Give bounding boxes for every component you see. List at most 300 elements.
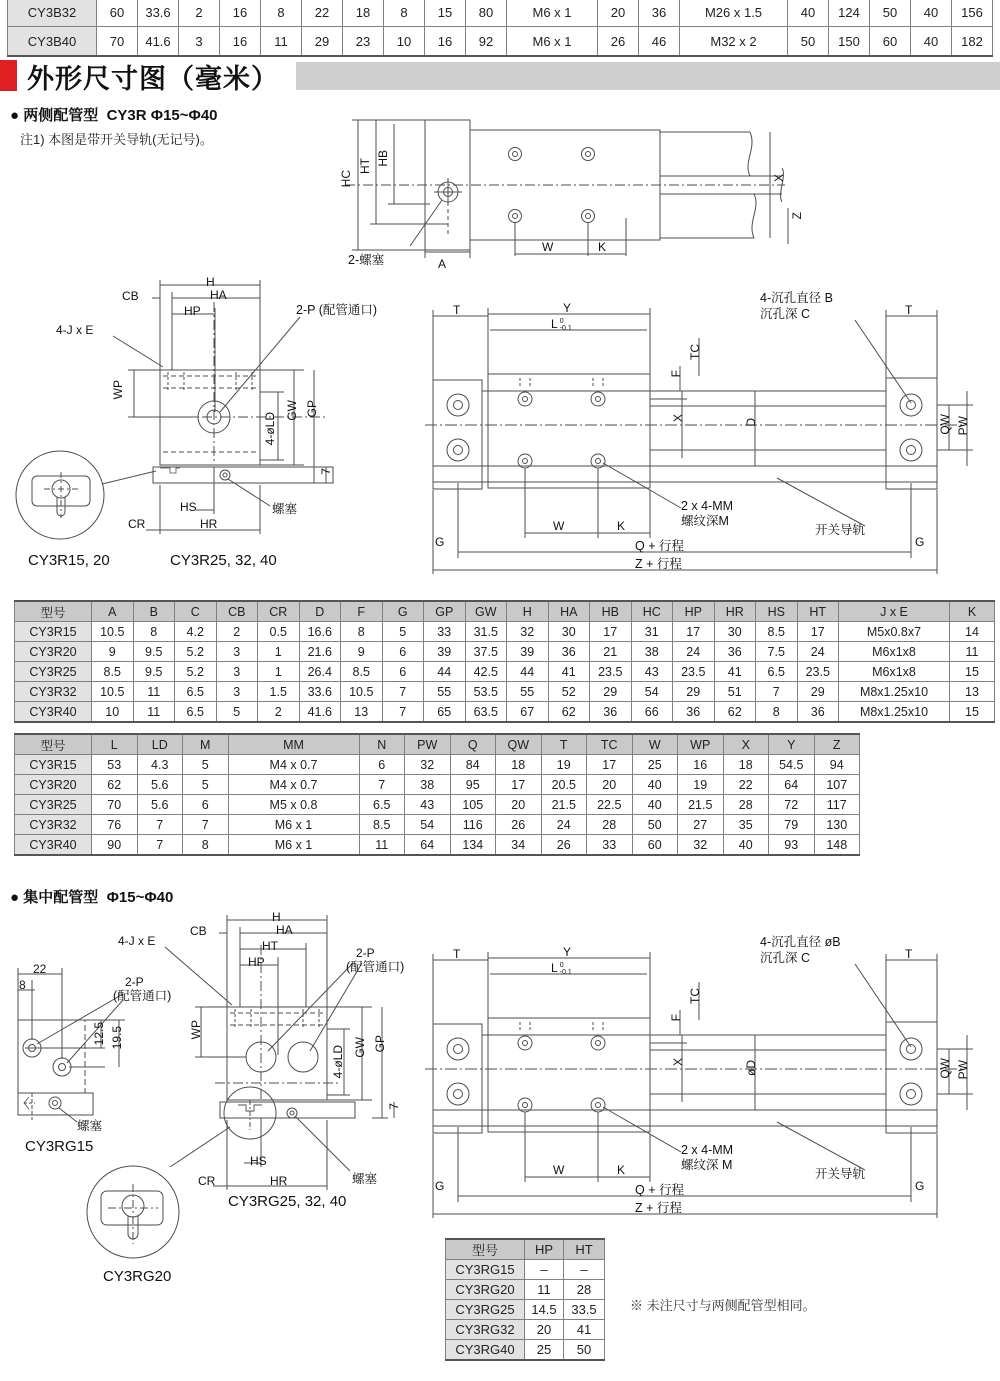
dim-label-z: Z [790, 212, 804, 220]
value-cell: 11 [950, 642, 995, 662]
table-row [446, 1260, 605, 1280]
row-header-cell: CY3R20 [15, 775, 92, 795]
value-cell: 5.2 [175, 662, 217, 682]
value-cell: 134 [450, 835, 496, 856]
value-cell: 42.5 [465, 662, 507, 682]
dim-label-hp: HP [248, 955, 265, 969]
callout-plug-2: 2-螺塞 [348, 253, 385, 267]
value-cell: M6 x 1 [507, 27, 598, 57]
value-cell: 9 [341, 642, 383, 662]
table-row [8, 0, 993, 27]
value-cell: 18 [496, 755, 542, 775]
callout-thread: 2 x 4-MM [681, 499, 734, 513]
dim-label-t-left: T [453, 303, 461, 317]
value-cell: M6x1x8 [839, 642, 950, 662]
dim-label-hs: HS [180, 500, 197, 514]
diagram-side-view [330, 108, 810, 276]
column-header: HC [631, 601, 673, 622]
caption-cy3r15-20: CY3R15, 20 [28, 552, 110, 569]
dim-label-t-left: T [453, 947, 461, 961]
value-cell: 3 [216, 682, 258, 702]
value-cell: 54.5 [769, 755, 815, 775]
value-cell: 5.2 [175, 642, 217, 662]
value-cell: 13 [950, 682, 995, 702]
value-cell: M26 x 1.5 [680, 0, 788, 27]
value-cell: 79 [769, 815, 815, 835]
dim-label-wp: WP [111, 380, 125, 400]
value-cell: 6 [382, 642, 424, 662]
value-cell: 39 [424, 642, 466, 662]
callout-4je: 4-J x E [118, 934, 156, 948]
value-cell: 8 [384, 0, 425, 27]
value-cell: 64 [769, 775, 815, 795]
value-cell: 6 [382, 662, 424, 682]
value-cell: 36 [797, 702, 839, 723]
callout-2p-line2: (配管通口) [113, 989, 172, 1003]
value-cell: 26 [496, 815, 542, 835]
row-header-cell: CY3R15 [15, 755, 92, 775]
cy3r-table-1 [14, 600, 995, 723]
value-cell: 8.5 [341, 662, 383, 682]
table-row [15, 622, 995, 642]
dim-label-hr: HR [200, 517, 218, 531]
value-cell: 6.5 [175, 682, 217, 702]
dim-label-f: F [669, 370, 683, 378]
value-cell: 10.5 [92, 622, 134, 642]
value-cell: 124 [829, 0, 870, 27]
callout-switch-rail: 开关导轨 [815, 1167, 866, 1181]
column-header: M [183, 734, 229, 755]
value-cell: 55 [424, 682, 466, 702]
value-cell: 15 [425, 0, 466, 27]
value-cell: 64 [405, 835, 451, 856]
value-cell: 41 [714, 662, 756, 682]
value-cell: 25 [525, 1340, 564, 1361]
value-cell: 28 [723, 795, 769, 815]
value-cell: 2 [258, 702, 300, 723]
value-cell: 94 [814, 755, 860, 775]
value-cell: 105 [450, 795, 496, 815]
value-cell: 60 [632, 835, 678, 856]
value-cell: 14.5 [525, 1300, 564, 1320]
dim-label-g-right: G [915, 535, 925, 549]
callout-thread-depth: 螺纹深 M [681, 1158, 733, 1172]
row-header-cell: CY3R25 [15, 662, 92, 682]
cy3b-table [7, 0, 993, 57]
value-cell: 8 [756, 702, 798, 723]
section2-model: Φ15~Φ40 [106, 889, 174, 906]
column-header: CR [258, 601, 300, 622]
value-cell: 40 [632, 795, 678, 815]
value-cell: 50 [632, 815, 678, 835]
value-cell: – [564, 1260, 605, 1280]
page-title: 外形尺寸图（毫米） [27, 64, 279, 94]
value-cell: 5 [183, 775, 229, 795]
callout-2p-line2: (配管通口) [346, 960, 405, 974]
table-row [15, 662, 995, 682]
top-view-linework [425, 278, 1000, 578]
value-cell: 40 [911, 0, 952, 27]
value-cell: 16 [220, 0, 261, 27]
dim-label-ha: HA [276, 923, 293, 937]
value-cell: 43 [631, 662, 673, 682]
value-cell: 36 [590, 702, 632, 723]
table-row [15, 835, 860, 856]
diagram-cy3rg20-detail [78, 1160, 188, 1266]
column-header: L [92, 734, 138, 755]
column-header: Y [769, 734, 815, 755]
dim-label-cb: CB [122, 289, 139, 303]
diagram-top-view-cy3rg [425, 922, 1000, 1222]
top-dimension-table [7, 0, 993, 57]
column-header: CB [216, 601, 258, 622]
value-cell: 18 [343, 0, 384, 27]
value-cell: 8 [133, 622, 175, 642]
value-cell: 8 [341, 622, 383, 642]
value-cell: 2 [179, 0, 220, 27]
value-cell: 17 [797, 622, 839, 642]
value-cell: 22.5 [587, 795, 633, 815]
column-header: Z [814, 734, 860, 755]
caption-cy3r25-32-40: CY3R25, 32, 40 [170, 552, 277, 569]
table-row [446, 1300, 605, 1320]
dim-label-k: K [617, 1163, 626, 1177]
dim-label-y: Y [563, 945, 572, 959]
callout-4je: 4-J x E [56, 323, 94, 337]
value-cell: 23 [343, 27, 384, 57]
table-row [8, 27, 993, 57]
value-cell: 54 [405, 815, 451, 835]
value-cell: 55 [507, 682, 549, 702]
row-header-cell: CY3R40 [15, 835, 92, 856]
value-cell: 29 [302, 27, 343, 57]
dim-label-qw: QW [938, 414, 952, 435]
value-cell: 13 [341, 702, 383, 723]
dim-label-x: X [772, 174, 786, 183]
value-cell: 65 [424, 702, 466, 723]
column-header: HP [525, 1239, 564, 1260]
value-cell: 7 [756, 682, 798, 702]
callout-counterbore-dia: 4-沉孔直径 øB [760, 935, 841, 949]
callout-2p: 2-P (配管通口) [296, 303, 378, 317]
caption-cy3rg20: CY3RG20 [103, 1268, 172, 1285]
column-header: HS [756, 601, 798, 622]
column-header: D [299, 601, 341, 622]
dim-label-f: F [669, 1014, 683, 1022]
value-cell: 66 [631, 702, 673, 723]
section1-model: CY3R Φ15~Φ40 [106, 107, 218, 124]
dim-label-k: K [617, 519, 626, 533]
dim-label-4old: 4-øLD [263, 412, 277, 446]
value-cell: 3 [179, 27, 220, 57]
row-header-cell: CY3R15 [15, 622, 92, 642]
column-header: 型号 [446, 1239, 525, 1260]
dim-label-8: 8 [19, 978, 26, 992]
value-cell: 20.5 [541, 775, 587, 795]
table-row [15, 775, 860, 795]
dim-label-7: 7 [387, 1103, 401, 1110]
value-cell: M6 x 1 [228, 835, 359, 856]
value-cell: 24 [673, 642, 715, 662]
value-cell: 62 [714, 702, 756, 723]
column-header: K [950, 601, 995, 622]
dim-label-w: W [553, 1163, 565, 1177]
value-cell: 50 [564, 1340, 605, 1361]
value-cell: 11 [133, 702, 175, 723]
dim-label-gp: GP [373, 1035, 387, 1053]
value-cell: M5 x 0.8 [228, 795, 359, 815]
value-cell: 107 [814, 775, 860, 795]
value-cell: 39 [507, 642, 549, 662]
value-cell: M8x1.25x10 [839, 702, 950, 723]
value-cell: 8.5 [359, 815, 405, 835]
dim-label-h: H [206, 275, 215, 289]
column-header: X [723, 734, 769, 755]
column-header: B [133, 601, 175, 622]
value-cell: 53.5 [465, 682, 507, 702]
value-cell: 6.5 [175, 702, 217, 723]
value-cell: 6.5 [359, 795, 405, 815]
value-cell: 21.5 [541, 795, 587, 815]
value-cell: 41.6 [138, 27, 179, 57]
value-cell: 16 [678, 755, 724, 775]
row-header-cell: CY3RG32 [446, 1320, 525, 1340]
value-cell: 70 [97, 27, 138, 57]
value-cell: 15 [950, 662, 995, 682]
column-header: MM [228, 734, 359, 755]
value-cell: 33.6 [299, 682, 341, 702]
value-cell: 62 [548, 702, 590, 723]
column-header: J x E [839, 601, 950, 622]
column-header: LD [137, 734, 183, 755]
dim-label-g-right: G [915, 1179, 925, 1193]
value-cell: 9.5 [133, 662, 175, 682]
value-cell: 40 [723, 835, 769, 856]
row-header-cell: CY3RG20 [446, 1280, 525, 1300]
column-header: C [175, 601, 217, 622]
dim-label-ht: HT [262, 939, 278, 953]
value-cell: 52 [548, 682, 590, 702]
table-row [15, 642, 995, 662]
value-cell: 15 [950, 702, 995, 723]
value-cell: 33.6 [138, 0, 179, 27]
value-cell: 24 [541, 815, 587, 835]
value-cell: – [525, 1260, 564, 1280]
value-cell: 34 [496, 835, 542, 856]
row-header-cell: CY3RG15 [446, 1260, 525, 1280]
callout-thread-depth: 螺纹深M [681, 514, 729, 528]
dim-label-l: L 0 -0.1 [551, 961, 572, 976]
value-cell: 5 [382, 622, 424, 642]
dim-label-qw: QW [938, 1058, 952, 1079]
dim-label-cr: CR [128, 517, 146, 531]
value-cell: 156 [952, 0, 993, 27]
value-cell: 60 [97, 0, 138, 27]
value-cell: 5.6 [137, 795, 183, 815]
value-cell: 84 [450, 755, 496, 775]
value-cell: 1.5 [258, 682, 300, 702]
value-cell: 33 [587, 835, 633, 856]
dim-label-pw: PW [956, 1060, 970, 1080]
dim-label-g-left: G [435, 1179, 445, 1193]
column-header: HT [564, 1239, 605, 1260]
value-cell: 17 [496, 775, 542, 795]
value-cell: 20 [587, 775, 633, 795]
value-cell: 43 [405, 795, 451, 815]
value-cell: 23.5 [797, 662, 839, 682]
dim-label-tc: TC [688, 988, 702, 1004]
value-cell: 7 [137, 835, 183, 856]
value-cell: 22 [302, 0, 343, 27]
value-cell: 10.5 [92, 682, 134, 702]
value-cell: 37.5 [465, 642, 507, 662]
table-row [15, 815, 860, 835]
value-cell: 44 [424, 662, 466, 682]
dim-label-g-left: G [435, 535, 445, 549]
value-cell: 7 [183, 815, 229, 835]
dim-label-22: 22 [33, 962, 47, 976]
value-cell: 30 [548, 622, 590, 642]
cy3r-table-2 [14, 733, 860, 856]
red-accent-block [0, 60, 17, 91]
column-header: G [382, 601, 424, 622]
value-cell: 41 [564, 1320, 605, 1340]
value-cell: 33.5 [564, 1300, 605, 1320]
cy3r-dimension-table-2 [14, 733, 860, 856]
value-cell: 5.6 [137, 775, 183, 795]
value-cell: 60 [870, 27, 911, 57]
row-header-cell: CY3B40 [8, 27, 97, 57]
value-cell: M6 x 1 [507, 0, 598, 27]
dim-label-gp: GP [305, 400, 319, 418]
dim-label-hp: HP [184, 304, 201, 318]
table-row [15, 702, 995, 723]
value-cell: 27 [678, 815, 724, 835]
callout-2p-line1: 2-P [356, 946, 375, 960]
value-cell: 17 [590, 622, 632, 642]
value-cell: 19 [541, 755, 587, 775]
value-cell: 1 [258, 642, 300, 662]
side-view-linework [330, 108, 810, 276]
cy3rg20-detail-linework [78, 1160, 188, 1266]
column-header: W [632, 734, 678, 755]
section2-heading [10, 886, 173, 907]
dim-label-q-stroke: Q + 行程 [635, 1183, 684, 1197]
value-cell: 50 [788, 27, 829, 57]
dim-label-x: X [671, 414, 685, 423]
value-cell: 28 [564, 1280, 605, 1300]
value-cell: M4 x 0.7 [228, 755, 359, 775]
value-cell: 19 [678, 775, 724, 795]
value-cell: 67 [507, 702, 549, 723]
dim-label-hb: HB [376, 150, 390, 167]
table-row [15, 795, 860, 815]
value-cell: M32 x 2 [680, 27, 788, 57]
diagram-front-view-cy3r [8, 272, 423, 572]
value-cell: 29 [673, 682, 715, 702]
value-cell: 29 [590, 682, 632, 702]
callout-counterbore-depth: 沉孔深 C [760, 307, 811, 321]
value-cell: 130 [814, 815, 860, 835]
value-cell: 22 [723, 775, 769, 795]
value-cell: 14 [950, 622, 995, 642]
value-cell: 40 [632, 775, 678, 795]
dim-label-gw: GW [353, 1037, 367, 1058]
caption-cy3rg25-32-40: CY3RG25, 32, 40 [228, 1193, 347, 1210]
value-cell: 70 [92, 795, 138, 815]
value-cell: 10 [384, 27, 425, 57]
value-cell: 36 [548, 642, 590, 662]
section1-note: 注1) 本图是带开关导轨(无记号)。 [20, 132, 213, 147]
table-row [446, 1280, 605, 1300]
dim-label-t-right: T [905, 947, 913, 961]
value-cell: 23.5 [673, 662, 715, 682]
value-cell: M6x1x8 [839, 662, 950, 682]
column-header: HT [797, 601, 839, 622]
caption-cy3rg15: CY3RG15 [25, 1138, 94, 1155]
value-cell: 31 [631, 622, 673, 642]
column-header: HB [590, 601, 632, 622]
dim-label-k: K [598, 240, 607, 254]
dim-label-12-5: 12.5 [92, 1022, 106, 1046]
row-header-cell: CY3R20 [15, 642, 92, 662]
value-cell: M5x0.8x7 [839, 622, 950, 642]
value-cell: 7 [382, 702, 424, 723]
callout-counterbore-dia: 4-沉孔直径 B [760, 291, 833, 305]
column-header: N [359, 734, 405, 755]
column-header: 型号 [15, 601, 92, 622]
callout-counterbore-depth: 沉孔深 C [760, 951, 811, 965]
value-cell: M4 x 0.7 [228, 775, 359, 795]
callout-thread: 2 x 4-MM [681, 1143, 734, 1157]
value-cell: 5 [216, 702, 258, 723]
value-cell: 1 [258, 662, 300, 682]
column-header: GW [465, 601, 507, 622]
value-cell: 20 [496, 795, 542, 815]
value-cell: 90 [92, 835, 138, 856]
column-header: TC [587, 734, 633, 755]
callout-plug: 螺塞 [352, 1172, 378, 1186]
title-gray-bar [296, 62, 1000, 90]
dim-label-hr: HR [270, 1174, 288, 1188]
dim-label-z-stroke: Z + 行程 [635, 557, 682, 571]
value-cell: 30 [714, 622, 756, 642]
value-cell: 20 [598, 0, 639, 27]
value-cell: 116 [450, 815, 496, 835]
cy3rg-table [445, 1238, 605, 1361]
value-cell: 182 [952, 27, 993, 57]
value-cell: 17 [587, 755, 633, 775]
section1-title: 两侧配管型 [23, 107, 99, 124]
row-header-cell: CY3R40 [15, 702, 92, 723]
column-header: WP [678, 734, 724, 755]
value-cell: 41.6 [299, 702, 341, 723]
callout-plug: 螺塞 [77, 1119, 103, 1133]
value-cell: 92 [466, 27, 507, 57]
value-cell: 53 [92, 755, 138, 775]
value-cell: 32 [678, 835, 724, 856]
column-header: GP [424, 601, 466, 622]
callout-switch-rail: 开关导轨 [815, 523, 866, 537]
column-header: A [92, 601, 134, 622]
value-cell: 7 [359, 775, 405, 795]
value-cell: 7 [382, 682, 424, 702]
value-cell: 25 [632, 755, 678, 775]
dim-label-7: 7 [319, 468, 333, 475]
value-cell: 21.6 [299, 642, 341, 662]
column-header: PW [405, 734, 451, 755]
value-cell: 4.2 [175, 622, 217, 642]
